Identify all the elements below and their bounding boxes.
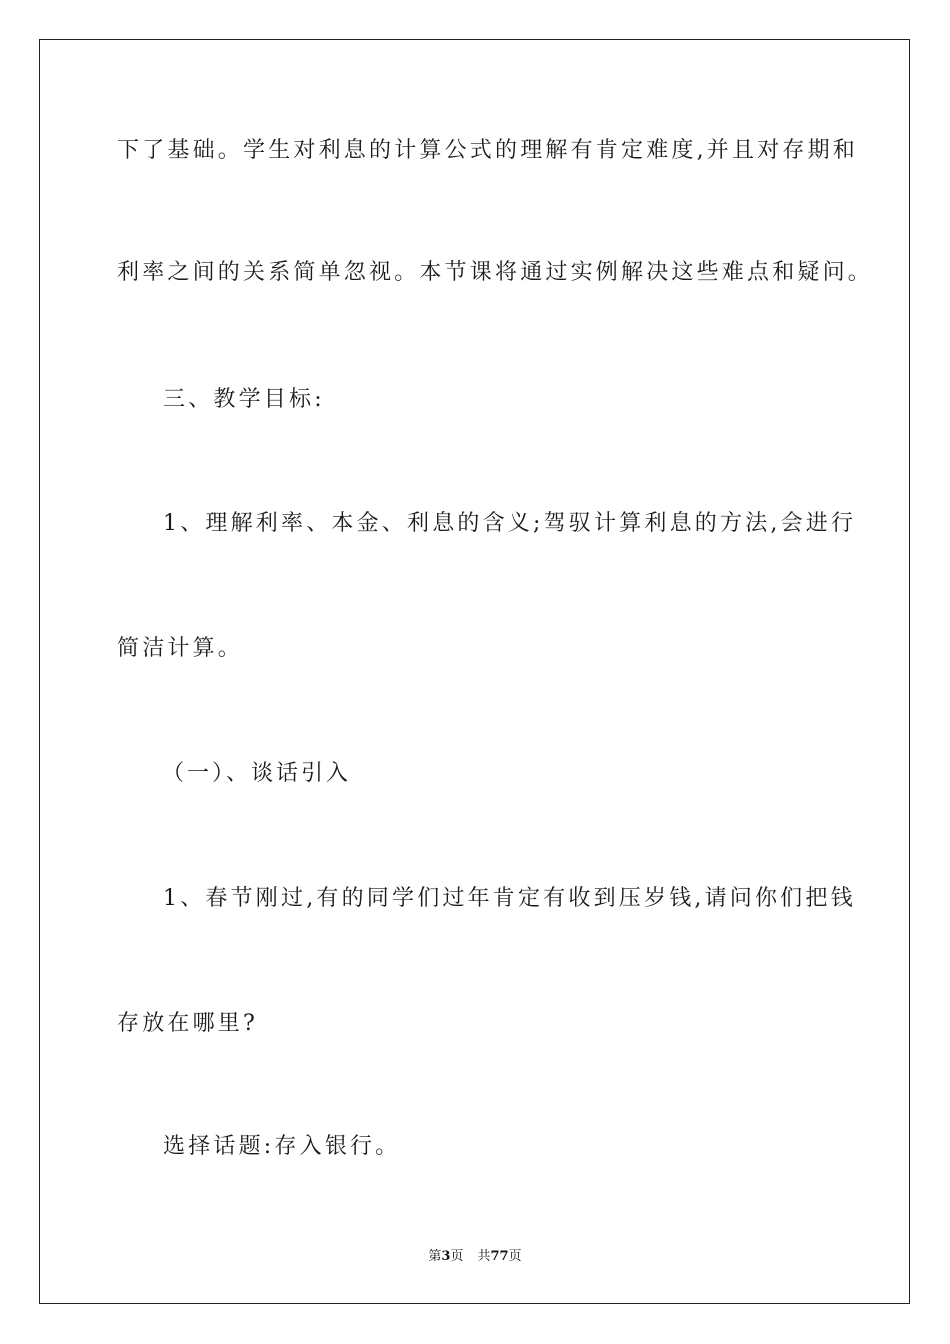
page-border <box>39 39 910 1304</box>
footer-page-prefix: 第 <box>428 1249 442 1264</box>
body-text-line: 下了基础。学生对利息的计算公式的理解有肯定难度,并且对存期和 <box>117 138 858 163</box>
footer-total-pages: 77 <box>490 1249 509 1264</box>
body-text-line: 1、理解利率、本金、利息的含义;驾驭计算利息的方法,会进行 <box>163 511 857 536</box>
footer-page-number: 3 <box>441 1249 451 1264</box>
subsection-heading: （一）、谈话引入 <box>162 761 352 786</box>
page-footer <box>0 1248 950 1266</box>
footer-page-suffix: 页 <box>450 1249 464 1264</box>
body-text-line: 简洁计算。 <box>117 636 244 661</box>
body-text-line: 选择话题:存入银行。 <box>163 1134 401 1159</box>
footer-total-suffix: 页 <box>508 1249 522 1264</box>
body-text-line: 存放在哪里? <box>117 1011 258 1036</box>
body-text-line: 1、春节刚过,有的同学们过年肯定有收到压岁钱,请问你们把钱 <box>163 886 856 911</box>
footer-total-prefix: 共 <box>477 1249 491 1264</box>
body-text-line: 利率之间的关系简单忽视。本节课将通过实例解决这些难点和疑问。 <box>117 260 874 285</box>
section-heading: 三、教学目标: <box>163 387 325 412</box>
